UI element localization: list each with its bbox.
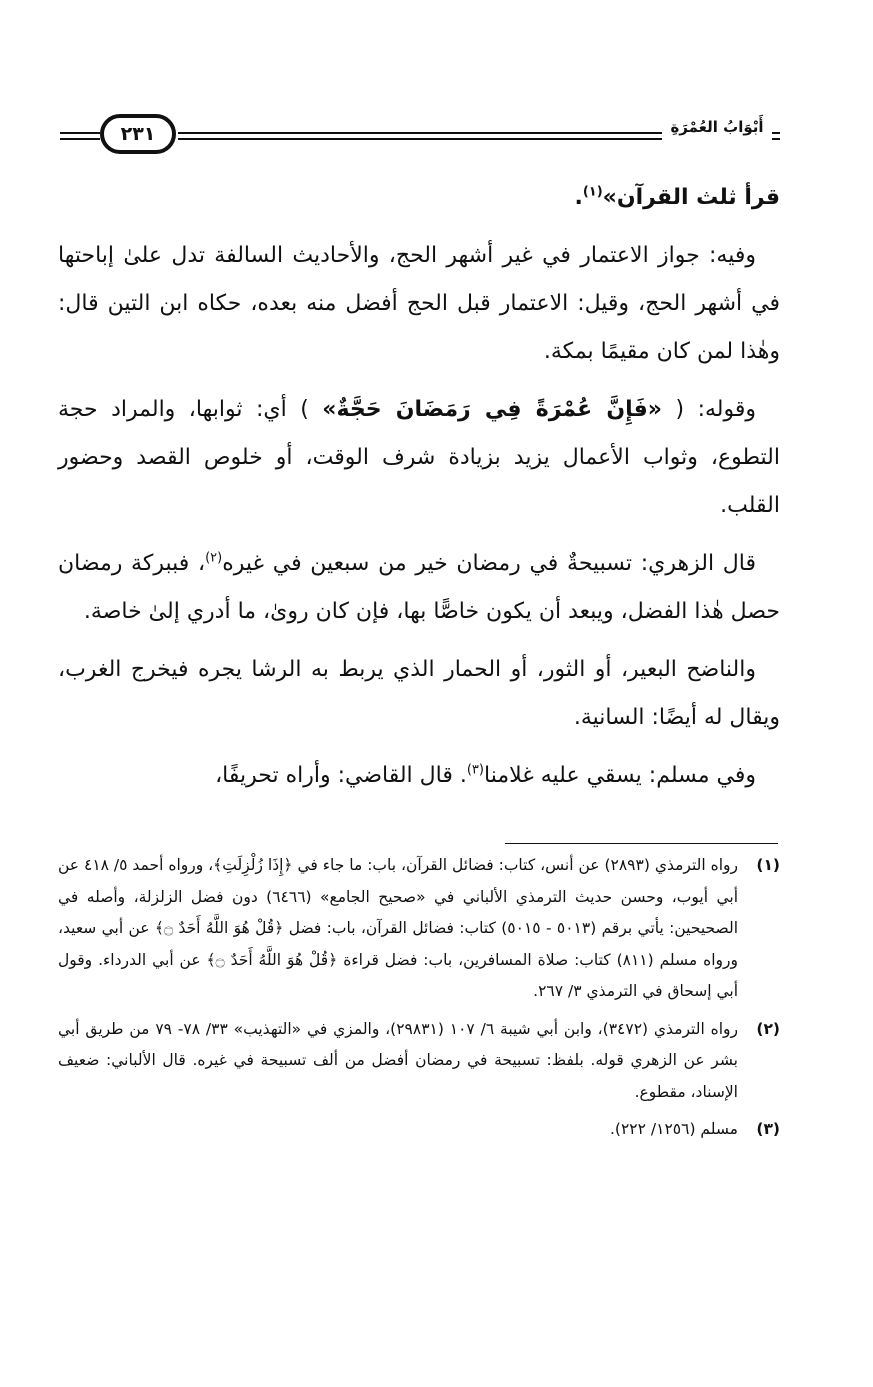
- text-run: قرأ ثلث القرآن»: [602, 185, 780, 210]
- text-run: .: [574, 185, 583, 210]
- header-rule: [178, 138, 662, 140]
- footnote-text: رواه الترمذي (٢٨٩٣) عن أنس، كتاب: فضائل القرآن، باب: ما جاء في ﴿إِذَا زُلْزِلَتِ﴾، ورواه أحمد ٥/ ٤١٨ عن أبي أيوب، وحسن حديث الترمذي الألباني في «صحيح الجامع» (٦٤٦٦) دون فضل الزلزلة، وأصله في الصحيحين: يأتي برقم (٥٠١٣ - ٥٠١٥) كتاب: فضائل القرآن، باب: فضل ﴿قُلْ هُوَ اللَّهُ أَحَدٌ ۝﴾ عن أبي سعيد، ورواه مسلم (٨١١) كتاب: صلاة المسافرين، باب: فضل قراءة ﴿قُلْ هُوَ اللَّهُ أَحَدٌ ۝﴾ عن أبي الدرداء. وقول أبي إسحاق في الترمذي ٣/ ٢٦٧.: [58, 856, 739, 1000]
- footnote: [58, 1014, 780, 1109]
- paragraph: [58, 174, 780, 222]
- running-title: أَبْوَابُ العُمْرَةِ: [670, 118, 764, 136]
- text-run: ) أي: ثوابها، والمراد حجة التطوع، وثواب الأعمال يزيد بزيادة شرف الوقت، أو خلوص القصد وحضور القلب.: [58, 397, 780, 518]
- footnote-divider: [505, 843, 778, 844]
- footnote-text: مسلم (١٢٥٦/ ٢٢٢).: [610, 1120, 738, 1138]
- paragraph: [58, 386, 780, 530]
- hadith-quote: «فَإِنَّ عُمْرَةً فِي رَمَضَانَ حَجَّةٌ»: [322, 397, 662, 422]
- text-run: ، فببركة رمضان حصل هٰذا الفضل، ويبعد أن يكون خاصًّا بها، فإن كان روىٰ، ما أدري إلىٰ خاصة.: [58, 551, 780, 624]
- paragraph: وفيه: جواز الاعتمار في غير أشهر الحج، والأحاديث السالفة تدل علىٰ إباحتها في أشهر الحج، وقيل: الاعتمار قبل الحج أفضل منه بعده، حكاه ابن التين قال: وهٰذا لمن كان مقيمًا بمكة.: [58, 243, 780, 364]
- footnotes: [58, 850, 780, 1152]
- header-rule: [772, 138, 780, 140]
- header-rule: [60, 138, 100, 140]
- footnote-number: (٢): [756, 1019, 780, 1038]
- header-rule: [178, 132, 662, 134]
- footnote-text: رواه الترمذي (٣٤٧٢)، وابن أبي شيبة ٦/ ١٠٧ (٢٩٨٣١)، والمزي في «التهذيب» ٣٣/ ٧٨- ٧٩ من طريق أبي بشر عن الزهري قوله. بلفظ: تسبيحة في رمضان أفضل من ألف تسبيحة في غيره. قال الألباني: ضعيف الإسناد، مقطوع.: [58, 1019, 738, 1101]
- text-run: قال الزهري: تسبيحةٌ في رمضان خير من سبعين في غيره: [222, 551, 756, 576]
- header-rule: [772, 132, 780, 134]
- page-header: [60, 112, 780, 160]
- footnote-ref[interactable]: (١): [582, 184, 603, 200]
- footnote-number: (١): [756, 856, 780, 874]
- text-run: وقوله: (: [675, 397, 756, 422]
- paragraph: [58, 540, 780, 636]
- footnote: [58, 850, 780, 1008]
- header-rule: [60, 132, 100, 134]
- footnote-ref[interactable]: (٣): [466, 762, 484, 778]
- paragraph: والناضح البعير، أو الثور، أو الحمار الذي يربط به الرشا يجره فيخرج الغرب، ويقال له أيضًا: السانية.: [58, 657, 780, 730]
- footnote-ref[interactable]: (٢): [205, 550, 223, 566]
- text-run: . قال القاضي: وأراه تحريفًا،: [215, 763, 467, 788]
- page-number: ٢٣١: [100, 114, 176, 154]
- main-text: [58, 174, 780, 810]
- footnote: [58, 1114, 780, 1146]
- footnote-number: (٣): [756, 1120, 780, 1138]
- paragraph: [58, 752, 780, 800]
- text-run: وفي مسلم: يسقي عليه غلامنا: [483, 763, 756, 788]
